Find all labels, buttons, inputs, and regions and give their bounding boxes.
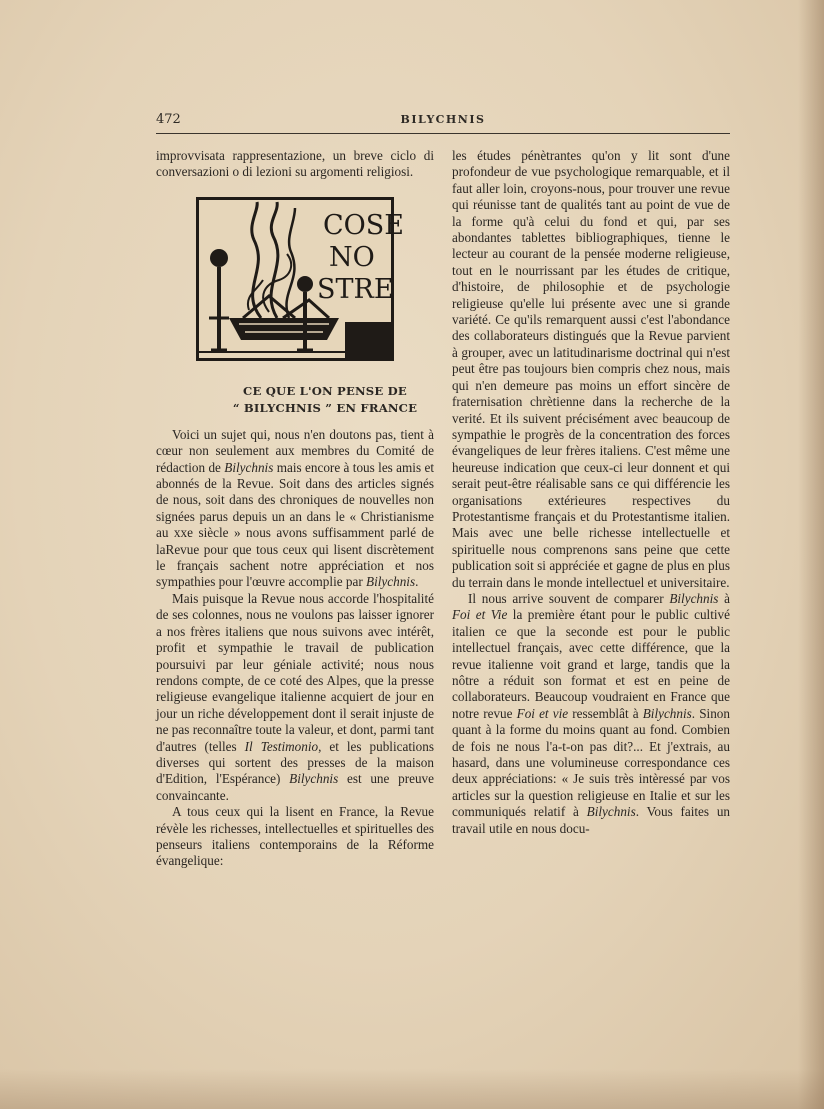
right-paragraph-1: les études pénètrantes qu'on y lit sont d'une profondeur de vue psychologique remarquable, et il faut aller loin, croyons-nous, pour trouver une revue qui réunisse tant de qualités tant au point de vue de la forme qu'à celui du fond et qui, par ses abondantes tablettes bibliographiques, tienne le lecteur au courant de la pensée moderne religieuse, tout en le nourrissant par les études de critique, d'histoire, de philosophie et de psychologie religieuse qu'elle lui présente avec une si grande variété. Ce qu'ils remarquent aussi c'est l'abondance des collaborateurs distingués que la Revue parvient à grouper, avec un latitudinarisme doctrinal qui n'est peut être pas toujours bien compris chez nous, mais qui n'en demeure pas moins un effort sincère de fraternisation chrètienne dans la recherche de la verité. Et ils suivent précisément avec beaucoup de sympathie le progrès de la concentration des forces évangeliques de leur frères italiens. C'est même une heureuse indication que ceux-ci leur donnent et qui serait peut-être réalisable sans ce qui différencie les organisations extérieures respectives du Protestantisme français et du Protestantisme italien. Mais avec une belle richesse intellectuelle et spirituelle nous comprenons sans peine que cette publication soit si appréciée et gagne de plus en plus du terrain dans le monde intellectuel et universitaire.	[452, 148, 730, 590]
page-gutter-shadow	[798, 0, 824, 1109]
right-column	[452, 148, 730, 837]
intro-paragraph: improvvisata rappresentazione, un breve ciclo di conversazioni o di lezioni su argomenti religiosi.	[156, 148, 434, 180]
left-paragraph-1: Voici un sujet qui, nous n'en doutons pas, tient à cœur non seulement aux membres du Comité de rédaction de Bilychnis mais encore à tous les amis et abonnés de la Revue. Soit dans des articles signés de nous, soit dans des chroniques de nouvelles non signées parus depuis un an dans le « Christianisme au xxe siècle » nous avons suffisamment parlé de laRevue pour que tous ceux qui lisent discrètement le français sachent notre appréciation et nos sympathies pour l'œuvre accomplie par Bilychnis.	[156, 426, 434, 590]
section-title-line-1: CE QUE L'ON PENSE DE	[243, 383, 407, 398]
left-paragraph-3: A tous ceux qui la lisent en France, la Revue révèle les richesses, intellectuelles et spirituelles des penseurs italiens contemporains de la Réforme évangelique:	[156, 804, 434, 869]
left-paragraph-2: Mais puisque la Revue nous accorde l'hospitalité de ses colonnes, nous ne voulons pas laisser ignorer a nos frères italiens que nous suivons avec intérêt, profit et sympathie le travail de publication poursuivi par leur géniale activité; nous nous rendons compte, de ce coté des Alpes, que la presse religieuse evangelique italienne acquiert de jour en jour un riche développement dont il serait injuste de ne pas reconnaître toute la valeur, et dont, parmi tant d'autres (telles Il Testimonio, et les publications diverses qui sortent des presses de la maison d'Edition, l'Espérance) Bilychnis est une preuve convaincante.	[156, 590, 434, 803]
ornament-lettering-1: COSE	[323, 209, 404, 241]
left-column	[156, 148, 434, 870]
page-header	[156, 112, 730, 130]
section-title	[156, 383, 434, 417]
ornament-lettering-3: STRE	[317, 273, 394, 305]
section-title-line-2: “ BILYCHNIS ” EN FRANCE	[232, 400, 418, 415]
header-rule	[156, 133, 730, 134]
cose-nostre-ornament	[196, 197, 404, 361]
page-number: 472	[156, 112, 181, 127]
right-paragraph-2: Il nous arrive souvent de comparer Bilychnis à Foi et Vie la première étant pour le public cultivé italien ce que la seconde est pour le public intellectuel français, avec cette différence, que la revue italienne voit grand et large, tandis que la nôtre a réduit son format et est en peine de collaborateurs. Beaucoup voudraient en France que notre revue Foi et vie ressemblât à Bilychnis. Sinon quant à la forme du moins quant au fond. Combien de fois ne nous l'a-t-on pas dit?... Et j'extrais, au hasard, dans une volumineuse correspondance ces deux appréciations: « Je suis très intèressé par vos articles sur la question religieuse en Italie et sur les communiqués relatif à Bilychnis. Vous faites un travail utile en nous docu-	[452, 590, 731, 836]
running-title: BILYCHNIS	[400, 113, 486, 126]
brazier-illustration-icon	[199, 200, 404, 358]
page-bottom-shadow	[0, 1069, 824, 1109]
ornament-lettering-2: NO	[329, 241, 375, 273]
